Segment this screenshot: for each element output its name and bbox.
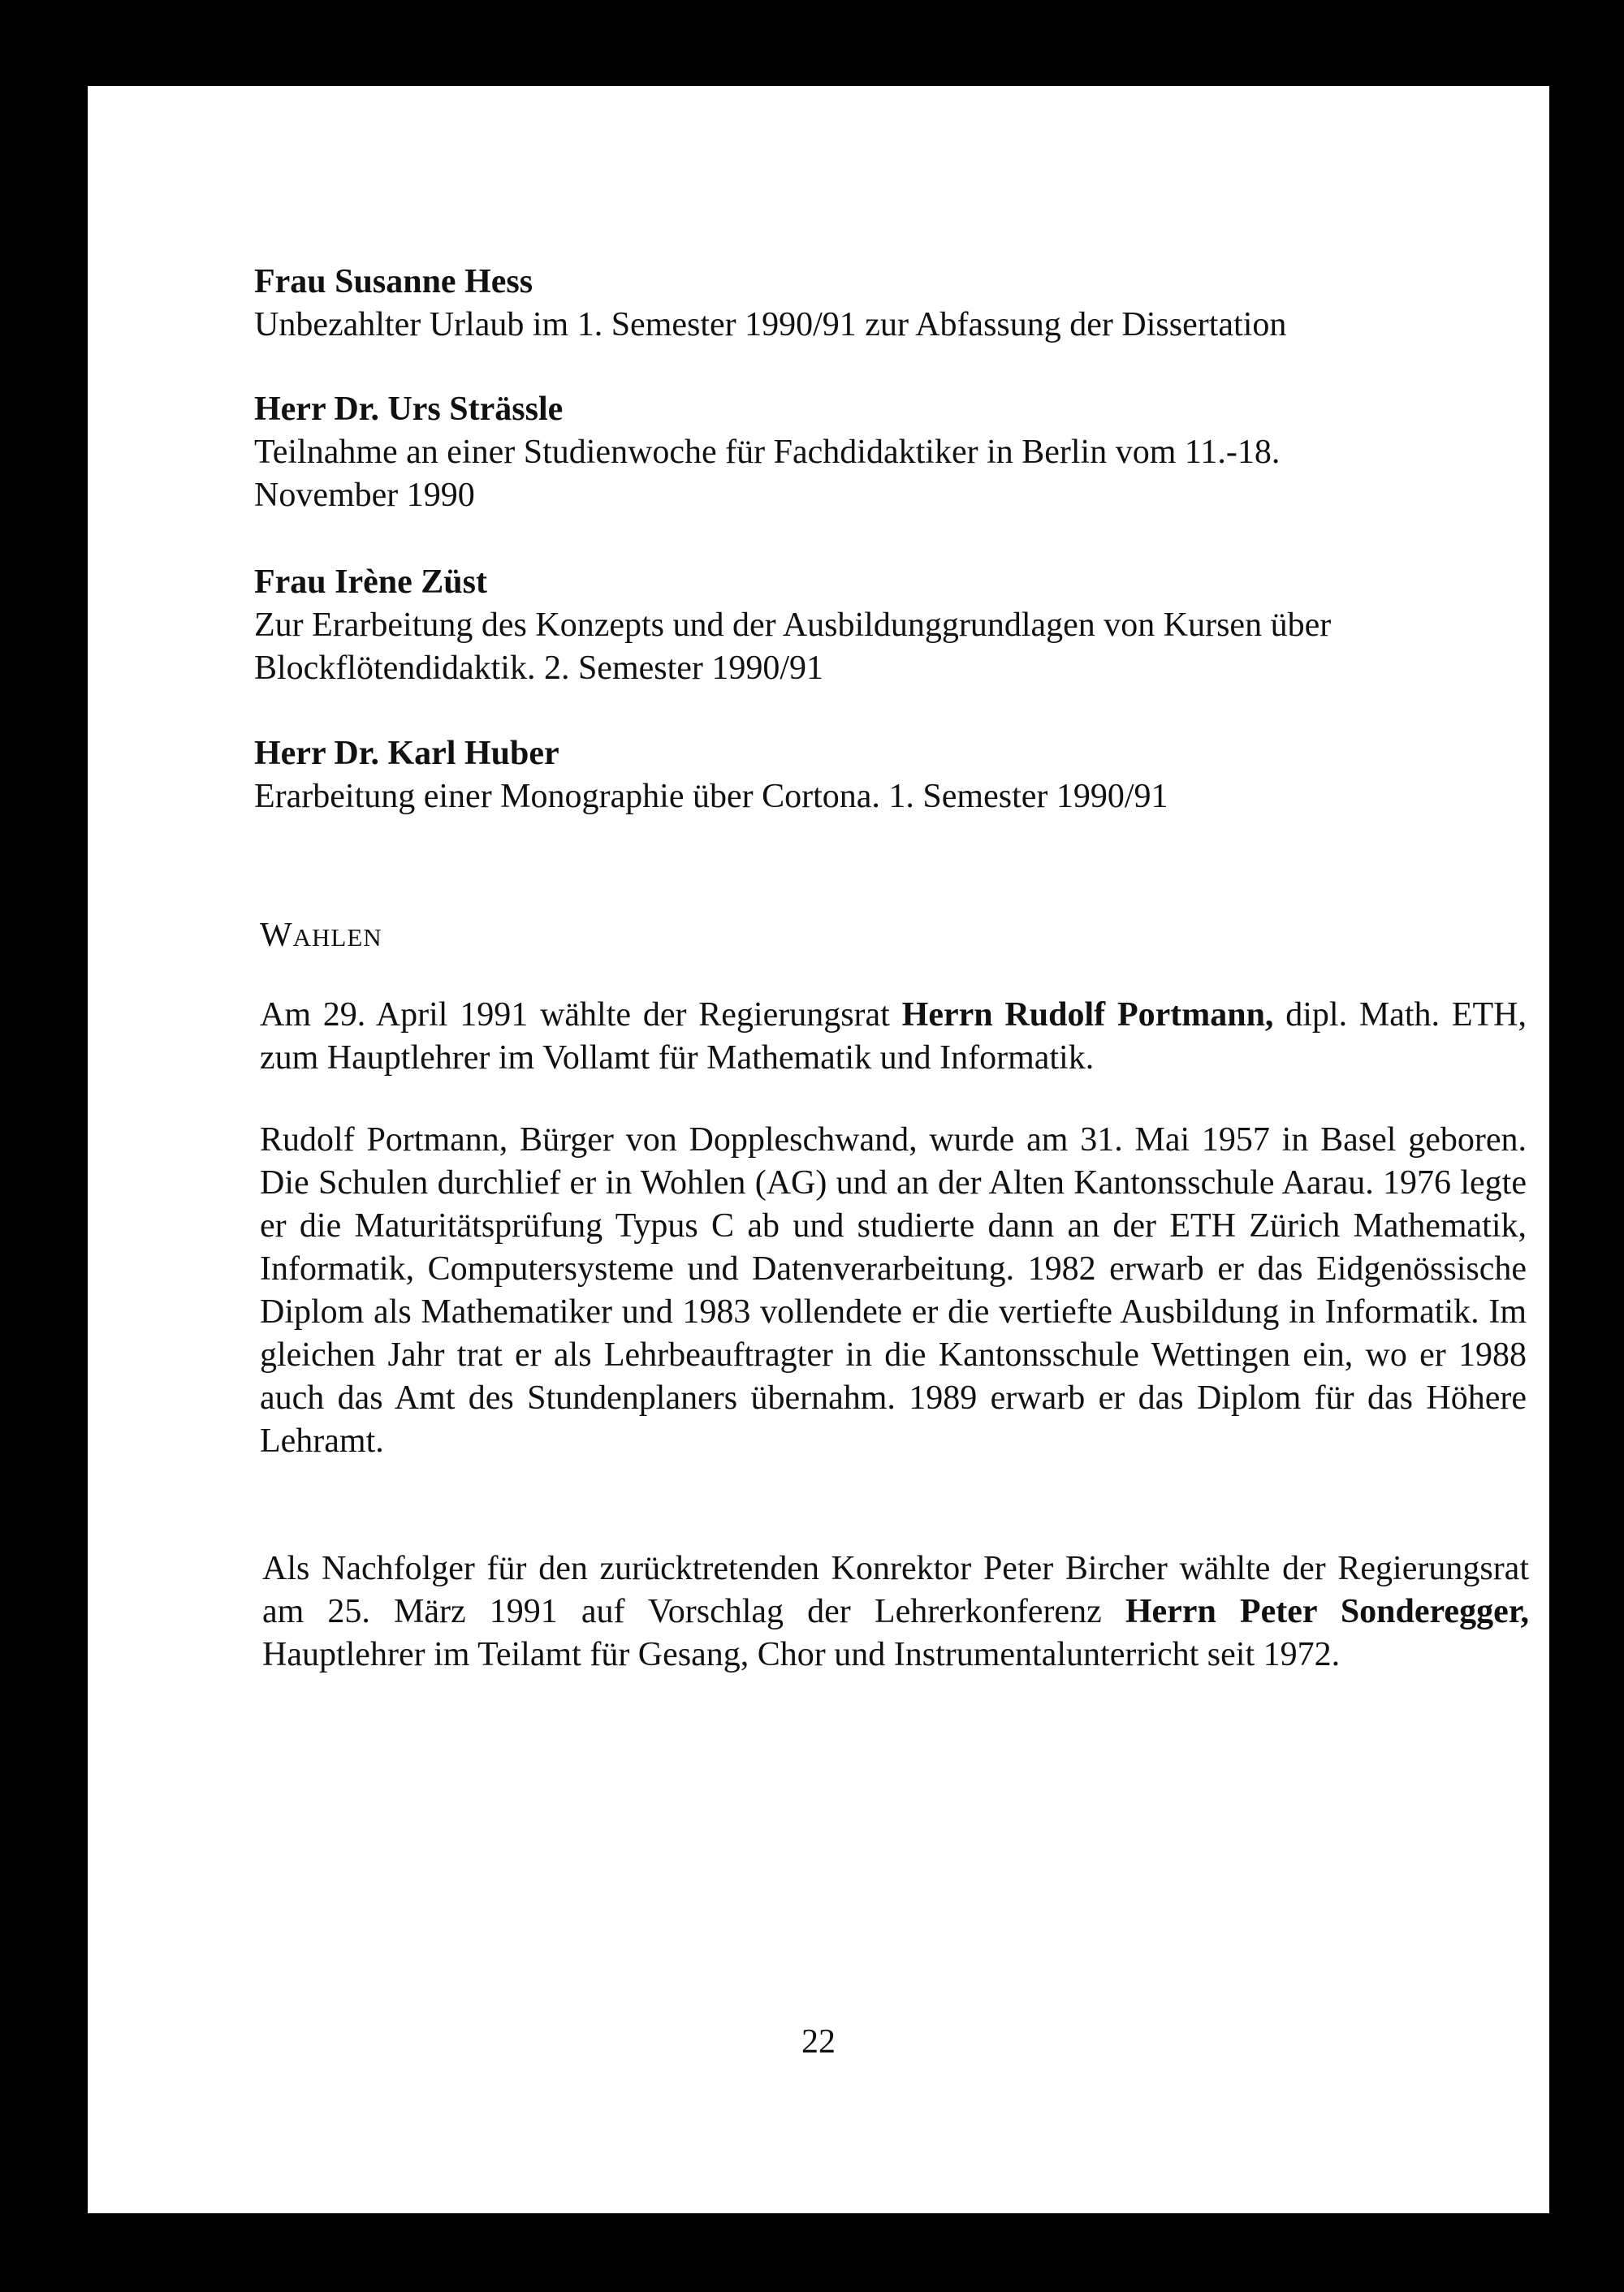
paragraph-text: Als Nachfolger für den zurücktretenden Konrektor Peter Bircher wählte der Regierungsrat am 25. März 1991 auf Vorschlag der Lehrerkonferenz (262, 1550, 1529, 1630)
entry-huber (254, 732, 1521, 818)
entry-text: Erarbeitung einer Monographie über Cortona. 1. Semester 1990/91 (254, 778, 1168, 815)
entry-text: Zur Erarbeitung des Konzepts und der Ausbildunggrundlagen von Kursen über (254, 606, 1332, 644)
entry-text-continued: November 1990 (254, 477, 475, 514)
entry-text-continued: Blockflötendidaktik. 2. Semester 1990/91 (254, 650, 824, 687)
paragraph-text: Hauptlehrer im Teilamt für Gesang, Chor und Instrumentalunterricht seit 1972. (262, 1636, 1341, 1673)
paragraph-bold-name: Herrn Peter Sonderegger, (1125, 1593, 1529, 1630)
document-page (88, 86, 1549, 2213)
section-heading-rest: AHLEN (292, 923, 382, 952)
entry-name: Frau Irène Züst (254, 563, 487, 601)
entry-hess (254, 261, 1521, 347)
entry-straessle (254, 388, 1521, 517)
paragraph-bold-name: Herrn Rudolf Portmann, (901, 996, 1274, 1034)
entry-name: Frau Susanne Hess (254, 263, 533, 300)
section-heading-wahlen (260, 916, 382, 955)
entry-text: Unbezahlter Urlaub im 1. Semester 1990/91 zur Abfassung der Dissertation (254, 306, 1287, 343)
entry-zuest (254, 561, 1521, 690)
entry-name: Herr Dr. Karl Huber (254, 735, 559, 772)
paragraph-sonderegger-election (262, 1547, 1529, 1677)
paragraph-portmann-election (260, 994, 1527, 1080)
paragraph-text: dipl. Math. ETH, zum Hauptlehrer im Vollamt für Mathematik und Informatik. (260, 996, 1527, 1077)
entry-text: Teilnahme an einer Studienwoche für Fachdidaktiker in Berlin vom 11.-18. (254, 434, 1281, 471)
paragraph-text: Am 29. April 1991 wählte der Regierungsrat (260, 996, 902, 1034)
section-heading-initial: W (260, 917, 293, 954)
entry-name: Herr Dr. Urs Strässle (254, 391, 564, 428)
paragraph-portmann-biography: Rudolf Portmann, Bürger von Doppleschwand, wurde am 31. Mai 1957 in Basel geboren. Die Schulen durchlief er in Wohlen (AG) und an der Alten Kantonsschule Aarau. 1976 legte er die Maturitätsprüfung Typus C ab und studierte dann an der ETH Zürich Mathematik, Informatik, Computersysteme und Datenverarbeitung. 1982 erwarb er das Eidgenössische Diplom als Mathematiker und 1983 vollendete er die vertiefte Ausbildung in Informatik. Im gleichen Jahr trat er als Lehrbeauftragter in die Kantonsschule Wettingen ein, wo er 1988 auch das Amt des Stundenplaners übernahm. 1989 erwarb er das Diplom für das Höhere Lehramt. (260, 1121, 1527, 1460)
page-number: 22 (801, 2023, 836, 2061)
